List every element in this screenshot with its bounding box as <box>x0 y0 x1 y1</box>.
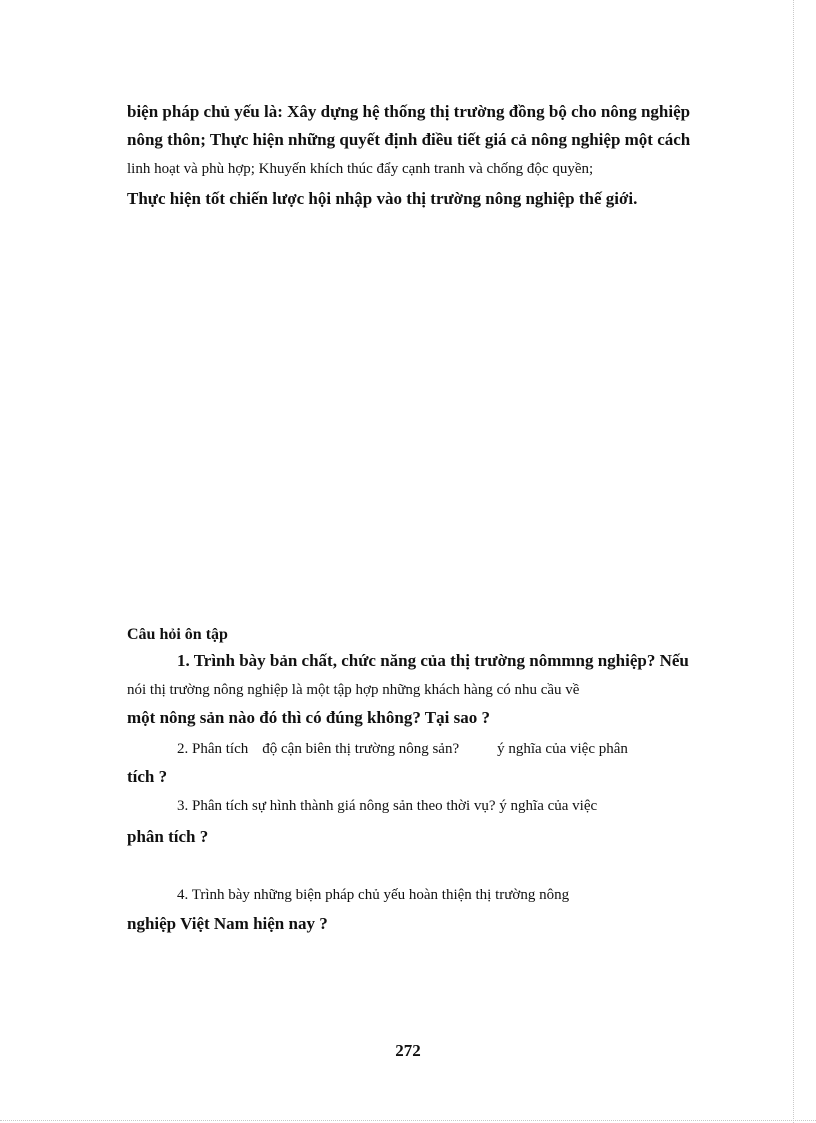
question-2-part: 2. Phân tích <box>177 741 249 757</box>
question-1-line: một nông sản nào đó thì có đúng không? Tại sao ? <box>127 708 490 727</box>
section-heading: Câu hỏi ôn tập <box>127 626 228 643</box>
page-border-right <box>793 0 794 1123</box>
question-3-line: 3. Phân tích sự hình thành giá nông sản theo thời vụ? ý nghĩa của việc <box>177 798 598 814</box>
paragraph-line: biện pháp chủ yếu là: Xây dựng hệ thống thị trường đồng bộ cho nông nghiệp <box>127 102 691 121</box>
page-number: 272 <box>395 1041 421 1060</box>
question-2-part: độ cận biên thị trường nông sản? <box>262 741 460 757</box>
paragraph-line: linh hoạt và phù hợp; Khuyến khích thúc đẩy cạnh tranh và chống độc quyền; <box>127 161 594 177</box>
paragraph-line: nông thôn; Thực hiện những quyết định điều tiết giá cả nông nghiệp một cách <box>127 130 691 149</box>
question-1-line: 1. Trình bày bản chất, chức năng của thị trường nômmng nghiệp? Nếu <box>177 651 689 670</box>
question-1-line: nói thị trường nông nghiệp là một tập hợp những khách hàng có nhu cầu về <box>127 682 580 698</box>
question-2-part: ý nghĩa của việc phân <box>497 741 628 757</box>
question-3-line: phân tích ? <box>127 827 209 846</box>
question-2-line: tích ? <box>127 767 168 786</box>
paragraph-line: Thực hiện tốt chiến lược hội nhập vào thị trường nông nghiệp thế giới. <box>127 189 638 208</box>
question-4-line: 4. Trình bày những biện pháp chủ yếu hoàn thiện thị trường nông <box>177 887 570 903</box>
page-border-bottom <box>0 1120 816 1121</box>
question-4-line: nghiệp Việt Nam hiện nay ? <box>127 914 328 933</box>
question-2-line <box>177 738 628 760</box>
